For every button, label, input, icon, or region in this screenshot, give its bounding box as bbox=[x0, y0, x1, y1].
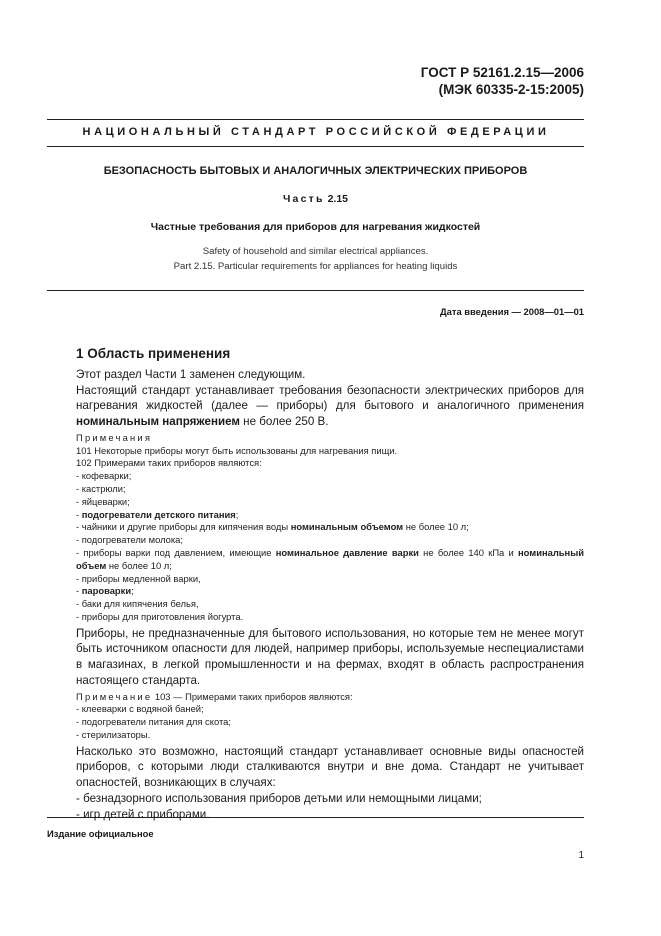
note-item-steamers: - пароварки; bbox=[76, 585, 134, 597]
part-word: Часть bbox=[282, 193, 325, 205]
paragraph-4: Насколько это возможно, настоящий стандарт устанавливает основные виды опасностей приборов, с которыми люди сталкиваются внутри и вне дома. Стандарт не учитывает опасностей, возникающих в случаях: bbox=[76, 744, 584, 790]
paragraph-1: Этот раздел Части 1 заменен следующим. bbox=[76, 368, 306, 381]
case-item: - безнадзорного использования приборов детьми или немощными лицами; bbox=[76, 791, 482, 805]
official-edition-label: Издание официальное bbox=[47, 828, 154, 839]
note-item: - подогреватели молока; bbox=[76, 534, 183, 546]
note-item: - кастрюли; bbox=[76, 483, 126, 494]
footer-rule bbox=[47, 817, 584, 818]
standard-number: ГОСТ Р 52161.2.15—2006 bbox=[420, 65, 584, 80]
paragraph-2 bbox=[76, 383, 584, 430]
paragraph-2-tail: не более 250 В. bbox=[239, 415, 329, 429]
note-item-baby-food: - подогреватели детского питания; bbox=[76, 508, 239, 520]
notes-block bbox=[76, 432, 584, 624]
note-101: 101 Некоторые приборы могут быть использованы для нагревания пищи. bbox=[76, 444, 398, 456]
note-item: - клееварки с водяной баней; bbox=[76, 703, 204, 715]
note-item: - баки для кипячения белья, bbox=[76, 598, 199, 610]
top-rule bbox=[47, 119, 584, 120]
title-rule bbox=[47, 290, 584, 291]
note-item: - яйцеварки; bbox=[76, 495, 130, 507]
document-header bbox=[380, 64, 584, 98]
banner-rule bbox=[47, 146, 584, 147]
introduction-date: Дата введения — 2008—01—01 bbox=[439, 306, 584, 317]
section-heading: 1 Область применения bbox=[76, 346, 231, 361]
document-title: БЕЗОПАСНОСТЬ БЫТОВЫХ И АНАЛОГИЧНЫХ ЭЛЕКТРИЧЕСКИХ ПРИБОРОВ bbox=[103, 165, 528, 177]
note-item: - приборы для приготовления йогурта. bbox=[76, 610, 244, 622]
iec-number: (МЭК 60335-2-15:2005) bbox=[438, 82, 584, 97]
note-103-block bbox=[76, 691, 584, 742]
part-number: 2.15 bbox=[327, 193, 348, 205]
paragraph-2-term: номинальным напряжением bbox=[76, 415, 240, 429]
paragraph-2-text: Настоящий стандарт устанавливает требования безопасности электрических приборов для нагревания жидкостей (далее — приборы) для бытового и аналогичного применения bbox=[76, 383, 584, 413]
note-item: - подогреватели питания для скота; bbox=[76, 716, 231, 728]
page-number: 1 bbox=[578, 850, 584, 861]
english-title-line1: Safety of household and similar electrical appliances. bbox=[202, 246, 429, 257]
note-item: - приборы медленной варки, bbox=[76, 572, 201, 584]
note-102: 102 Примерами таких приборов являются: bbox=[76, 457, 262, 469]
part-label bbox=[47, 193, 584, 205]
note-item-pressure-cookers: - приборы варки под давлением, имеющие номинальное давление варки не более 140 кПа и номинальный объем не более 10 л; bbox=[76, 546, 584, 571]
note-103: Примечание 103 — Примерами таких приборов являются: bbox=[76, 690, 353, 702]
note-item: - стерилизаторы. bbox=[76, 728, 151, 740]
english-title-line2: Part 2.15. Particular requirements for appliances for heating liquids bbox=[173, 261, 458, 272]
section-body bbox=[76, 367, 584, 822]
paragraph-3: Приборы, не предназначенные для бытового использования, но которые тем не менее могут быть источником опасности для людей, например приборы, используемые неспециалистами в магазинах, в легкой промышленности и на фермах, входят в область распространения настоящего стандарта. bbox=[76, 626, 584, 687]
document-subtitle: Частные требования для приборов для нагревания жидкостей bbox=[150, 221, 481, 233]
note-item-kettles: - чайники и другие приборы для кипячения воды номинальным объемом не более 10 л; bbox=[76, 521, 469, 533]
english-title bbox=[47, 244, 584, 274]
national-standard-banner: НАЦИОНАЛЬНЫЙ СТАНДАРТ РОССИЙСКОЙ ФЕДЕРАЦИИ bbox=[82, 126, 550, 138]
case-item: - игр детей с приборами. bbox=[76, 807, 210, 821]
note-item: - кофеварки; bbox=[76, 470, 132, 482]
notes-label: Примечания bbox=[76, 431, 153, 443]
